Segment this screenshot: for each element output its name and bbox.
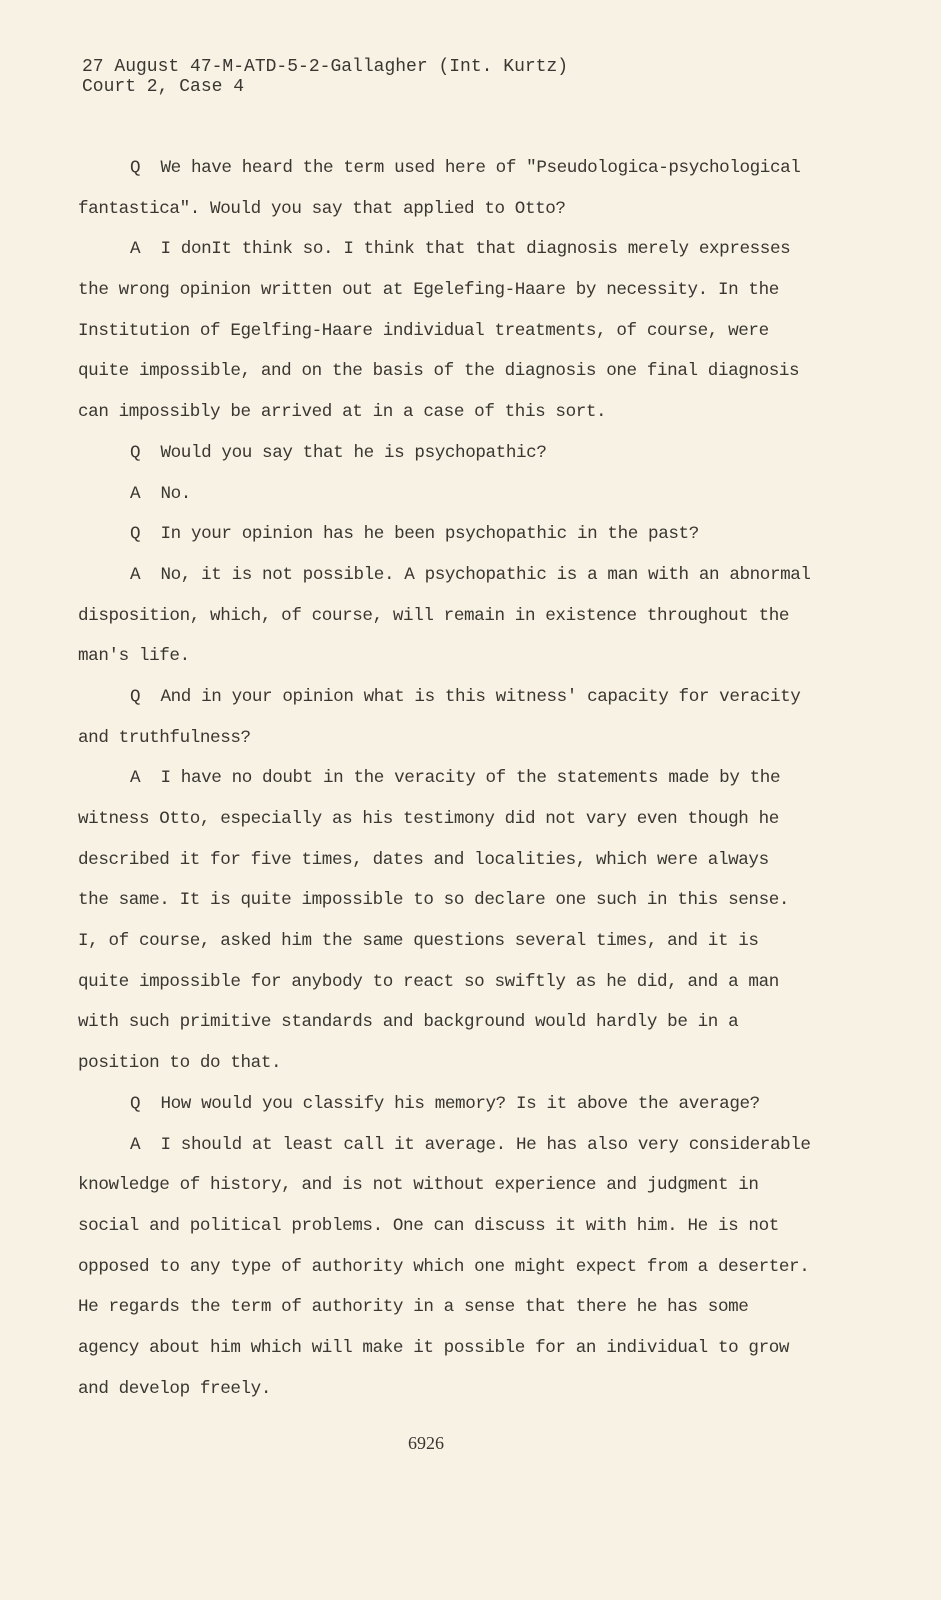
transcript-line: A I should at least call it average. He has also very considerable bbox=[130, 1134, 811, 1155]
transcript-line: man's life. bbox=[78, 646, 190, 667]
transcript-line: quite impossible, and on the basis of the diagnosis one final diagnosis bbox=[78, 361, 800, 382]
transcript-line: Q In your opinion has he been psychopathic in the past? bbox=[130, 524, 699, 545]
transcript-line: fantastica". Would you say that applied to Otto? bbox=[78, 198, 566, 219]
transcript-line: A No. bbox=[130, 483, 191, 504]
transcript-line: quite impossible for anybody to react so swiftly as he did, and a man bbox=[78, 971, 779, 992]
transcript-line: described it for five times, dates and localities, which were always bbox=[78, 849, 769, 870]
transcript-line: I, of course, asked him the same questions several times, and it is bbox=[78, 931, 759, 952]
transcript-line: social and political problems. One can discuss it with him. He is not bbox=[78, 1215, 779, 1236]
transcript-line: the same. It is quite impossible to so declare one such in this sense. bbox=[78, 890, 790, 911]
transcript-line: can impossibly be arrived at in a case of this sort. bbox=[78, 402, 607, 423]
transcript-line: A No, it is not possible. A psychopathic is a man with an abnormal bbox=[130, 564, 811, 585]
page-number: 6926 bbox=[408, 1433, 444, 1453]
transcript-line: and develop freely. bbox=[78, 1378, 272, 1399]
transcript-line: position to do that. bbox=[78, 1053, 282, 1074]
transcript-line: Q We have heard the term used here of "Pseudologica-psychological bbox=[130, 158, 801, 178]
transcript-line: Q And in your opinion what is this witness' capacity for veracity bbox=[130, 686, 801, 707]
transcript-line: opposed to any type of authority which one might expect from a deserter. bbox=[78, 1256, 810, 1277]
transcript-line: Q Would you say that he is psychopathic? bbox=[130, 442, 547, 463]
transcript-line: disposition, which, of course, will remain in existence throughout the bbox=[78, 605, 790, 626]
transcript-line: witness Otto, especially as his testimony did not vary even though he bbox=[78, 809, 779, 829]
transcript-line: agency about him which will make it possible for an individual to grow bbox=[78, 1337, 790, 1358]
transcript-line: and truthfulness? bbox=[78, 727, 251, 748]
transcript-line: knowledge of history, and is not without experience and judgment in bbox=[78, 1175, 759, 1196]
transcript-body bbox=[78, 154, 878, 1415]
header-case-reference: 27 August 47-M-ATD-5-2-Gallagher (Int. Kurtz) bbox=[82, 57, 569, 77]
transcript-line: He regards the term of authority in a sense that there he has some bbox=[78, 1297, 749, 1318]
transcript-line: with such primitive standards and background would hardly be in a bbox=[78, 1012, 739, 1033]
transcript-line: A I have no doubt in the veracity of the statements made by the bbox=[130, 768, 781, 789]
transcript-line: Institution of Egelfing-Haare individual treatments, of course, were bbox=[78, 320, 769, 341]
transcript-line: Q How would you classify his memory? Is it above the average? bbox=[130, 1093, 760, 1114]
header-court-case: Court 2, Case 4 bbox=[82, 77, 245, 97]
transcript-line: A I donIt think so. I think that that diagnosis merely expresses bbox=[130, 239, 791, 260]
transcript-line: the wrong opinion written out at Egelefing-Haare by necessity. In the bbox=[78, 280, 779, 301]
